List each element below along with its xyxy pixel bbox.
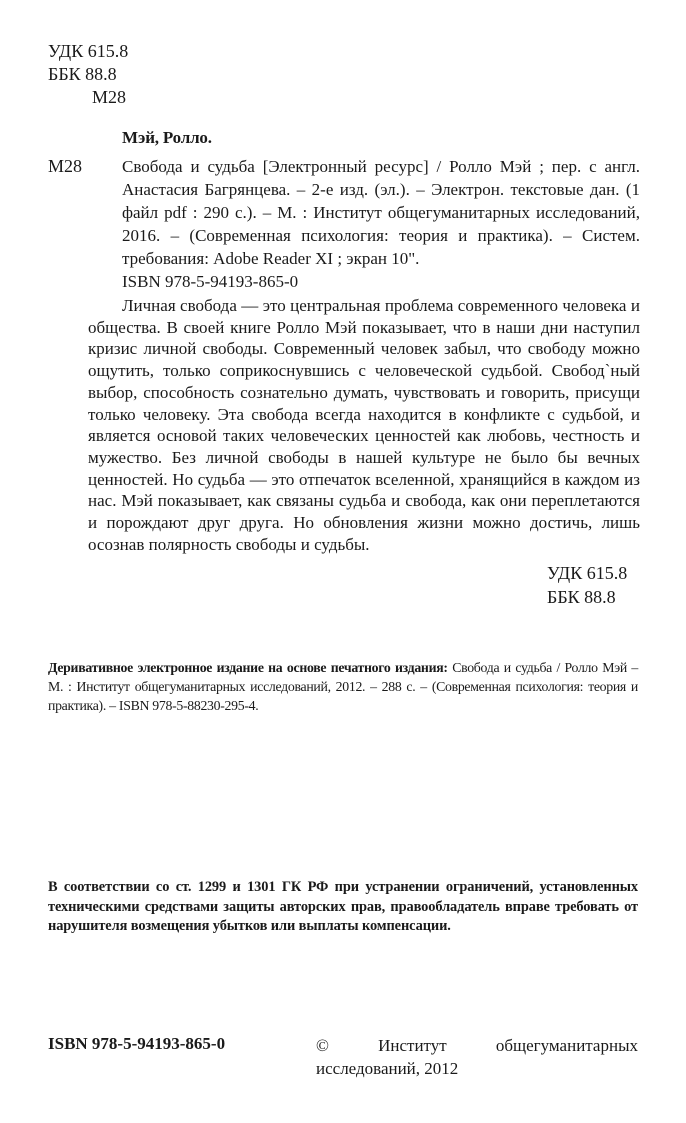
footer-isbn: ISBN 978-5-94193-865-0 [48, 1034, 226, 1053]
classification-codes-right [547, 561, 627, 609]
classification-codes [48, 40, 128, 109]
author-heading: Мэй, Ролло. [122, 128, 212, 147]
record-author-mark: М28 [48, 156, 83, 176]
author-mark: М28 [92, 87, 127, 107]
record-isbn: ISBN 978-5-94193-865-0 [122, 272, 299, 291]
derivative-text: Свобода и судьба / Ролло Мэй – М. : Институт общегуманитарных исследований, 2012. – 288 с. – (Современная психология: теория и практика). – ISBN 978-5-88230-295-4. [48, 660, 639, 713]
abstract: Личная свобода — это центральная проблема современного человека и общества. В своей книге Ролло Мэй показывает, что в наши дни наступил кризис личной свободы. Современный человек забыл, что свободу можно ощутить, только соприкоснувшись с человеческой судьбой. Свобод`ный выбор, способность сознательно думать, чувствовать и говорить, присущи только человеку. Эта свобода всегда находится в конфликте с судьбой, и является основой таких человеческих ценностей как любовь, честность и мужество. Без личной свободы в нашей культуре не было бы вечных ценностей. Но судьба — это отпечаток вселенной, хранящийся в каждом из нас. Мэй показывает, как связаны судьба и свобода, как они переплетаются и порождают друг друга. Но обновления жизни можно достичь, лишь осознав полярность свободы и судьбы. [88, 296, 640, 554]
udk-code-right: УДК 615.8 [547, 563, 628, 583]
bbk-code-right: ББК 88.8 [547, 587, 616, 607]
derivative-lead: Деривативное электронное издание на основе печатного издания: [48, 660, 448, 675]
udk-code: УДК 615.8 [48, 41, 129, 61]
bbk-code: ББК 88.8 [48, 64, 117, 84]
bibliographic-description: Свобода и судьба [Электронный ресурс] / Ролло Мэй ; пер. с англ. Анастасия Багрянцева. – 2-е изд. (эл.). – Электрон. текстовые дан. (1 файл pdf : 290 с.). – М. : Институт общегуманитарных исследований, 2016. – (Современная психология: теория и практика). – Систем. требования: Adobe Reader XI ; экран 10". [122, 157, 640, 268]
copyright-notice: © Институт общегуманитарных исследований, 2012 [316, 1036, 638, 1078]
legal-notice: В соответствии со ст. 1299 и 1301 ГК РФ при устранении ограничений, установленных техническими средствами защиты авторских прав, правообладатель вправе требовать от нарушителя возмещения убытков или выплаты компенсации. [48, 879, 638, 935]
derivative-edition-note [48, 659, 638, 715]
